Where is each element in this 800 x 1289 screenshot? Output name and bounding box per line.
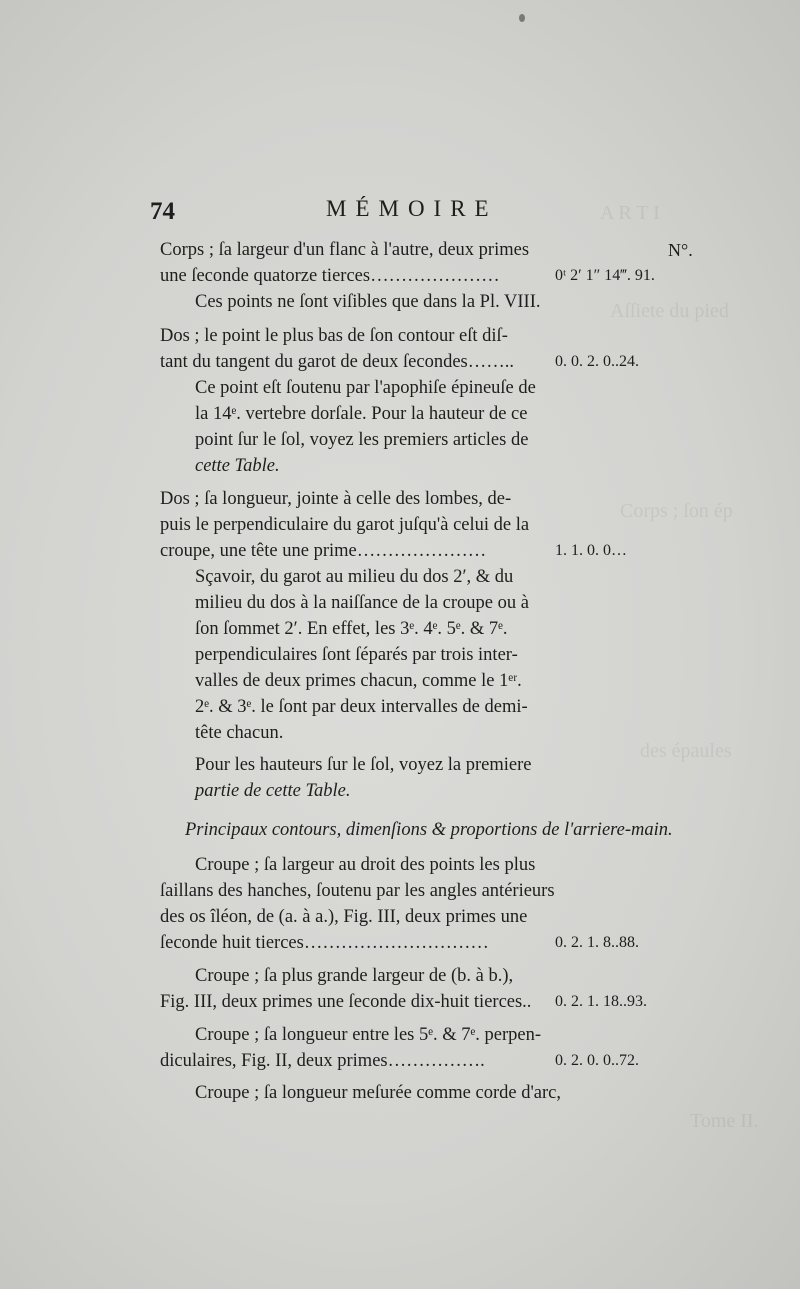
measurement-value: 0ᵗ 2′ 1″ 14‴. 91. bbox=[555, 267, 655, 284]
text-line bbox=[0, 693, 800, 721]
text-line bbox=[0, 877, 800, 905]
line-text: Ce point eſt ſoutenu par l'apophiſe épineuſe de bbox=[195, 378, 536, 398]
line-text: Corps ; ſa largeur d'un flanc à l'autre, deux primes bbox=[160, 240, 530, 260]
bleed-through-text: Tome II. bbox=[690, 1110, 759, 1132]
measurement-value: 0. 2. 1. 18..93. bbox=[555, 993, 647, 1010]
text-line bbox=[0, 589, 800, 617]
line-text: la 14ᵉ. vertebre dorſale. Pour la hauteur de ce bbox=[195, 404, 528, 424]
line-text: Pour les hauteurs ſur le ſol, voyez la premiere bbox=[195, 755, 532, 775]
text-line bbox=[0, 641, 800, 669]
text-line bbox=[0, 903, 800, 931]
line-text: partie de cette Table. bbox=[195, 781, 351, 801]
page-header bbox=[150, 196, 710, 232]
line-text: Dos ; ſa longueur, jointe à celle des lombes, de- bbox=[160, 489, 512, 509]
measurement-value: 0. 2. 0. 0..72. bbox=[555, 1052, 639, 1069]
bleed-through-text: A R T I bbox=[600, 202, 660, 224]
line-text: diculaires, Fig. II, deux primes……………. bbox=[160, 1051, 485, 1071]
line-text: tant du tangent du garot de deux ſecondes…….. bbox=[160, 352, 514, 372]
line-text: valles de deux primes chacun, comme le 1ᵉʳ. bbox=[195, 671, 522, 691]
column-heading: N°. bbox=[668, 240, 693, 260]
line-text: tête chacun. bbox=[195, 723, 284, 743]
line-text: perpendiculaires ſont ſéparés par trois inter- bbox=[195, 645, 518, 665]
line-text: une ſeconde quatorze tierces………………… bbox=[160, 266, 500, 286]
line-text: Croupe ; ſa plus grande largeur de (b. à b.), bbox=[195, 966, 514, 986]
text-line bbox=[0, 851, 800, 879]
line-text: milieu du dos à la naiſſance de la croupe ou à bbox=[195, 593, 529, 613]
text-line bbox=[0, 374, 800, 402]
line-text: Croupe ; ſa longueur entre les 5ᵉ. & 7ᵉ. perpen- bbox=[195, 1025, 541, 1045]
line-text: point ſur le ſol, voyez les premiers articles de bbox=[195, 430, 529, 450]
line-text: ſon ſommet 2′. En effet, les 3ᵉ. 4ᵉ. 5ᵉ. & 7ᵉ. bbox=[195, 619, 508, 639]
line-text: des os îléon, de (a. à a.), Fig. III, deux primes une bbox=[160, 907, 528, 927]
text-line bbox=[0, 563, 800, 591]
text-line bbox=[0, 288, 800, 316]
text-line bbox=[0, 777, 800, 805]
text-line bbox=[0, 1021, 800, 1049]
running-title: MÉMOIRE bbox=[326, 196, 498, 221]
line-text: Dos ; le point le plus bas de ſon contour eſt diſ- bbox=[160, 326, 508, 346]
text-line bbox=[0, 236, 800, 264]
line-text: 2ᵉ. & 3ᵉ. le ſont par deux intervalles de demi- bbox=[195, 697, 528, 717]
line-text: Croupe ; ſa largeur au droit des points les plus bbox=[195, 855, 536, 875]
text-line bbox=[0, 615, 800, 643]
bleed-through-text: Aſſiete du pied bbox=[610, 300, 729, 322]
text-line bbox=[0, 452, 800, 480]
line-text: Ces points ne ſont viſibles que dans la Pl. VIII. bbox=[195, 292, 541, 312]
line-text: puis le perpendiculaire du garot juſqu'à celui de la bbox=[160, 515, 530, 535]
page-number: 74 bbox=[150, 198, 175, 225]
text-line bbox=[0, 511, 800, 539]
text-line bbox=[0, 322, 800, 350]
text-line bbox=[0, 988, 800, 1016]
section-heading bbox=[0, 816, 800, 844]
text-line bbox=[0, 719, 800, 747]
text-line bbox=[0, 348, 800, 376]
line-text: ſeconde huit tierces………………………… bbox=[160, 933, 489, 953]
ink-spot bbox=[519, 14, 525, 22]
text-line bbox=[0, 426, 800, 454]
measurement-value: 0. 2. 1. 8..88. bbox=[555, 934, 639, 951]
line-text: cette Table. bbox=[195, 456, 280, 476]
text-line bbox=[0, 537, 800, 565]
text-line bbox=[0, 262, 800, 290]
bleed-through-text: des épaules bbox=[640, 740, 732, 762]
text-line bbox=[0, 929, 800, 957]
text-line bbox=[0, 400, 800, 428]
line-text: Principaux contours, dimenſions & proportions de l'arriere-main. bbox=[185, 820, 673, 840]
measurement-value: 0. 0. 2. 0..24. bbox=[555, 353, 639, 370]
line-text: ſaillans des hanches, ſoutenu par les angles antérieurs bbox=[160, 881, 555, 901]
line-text: Croupe ; ſa longueur meſurée comme corde d'arc, bbox=[195, 1083, 561, 1103]
text-line bbox=[0, 667, 800, 695]
line-text: Fig. III, deux primes une ſeconde dix-huit tierces.. bbox=[160, 992, 532, 1012]
text-line bbox=[0, 1047, 800, 1075]
measurement-value: 1. 1. 0. 0… bbox=[555, 542, 627, 559]
text-line bbox=[0, 751, 800, 779]
text-line bbox=[0, 485, 800, 513]
text-line bbox=[0, 962, 800, 990]
line-text: Sçavoir, du garot au milieu du dos 2′, & du bbox=[195, 567, 514, 587]
bleed-through-text: Corps ; ſon ép bbox=[620, 500, 733, 522]
line-text: croupe, une tête une prime………………… bbox=[160, 541, 487, 561]
text-line bbox=[0, 1079, 800, 1107]
